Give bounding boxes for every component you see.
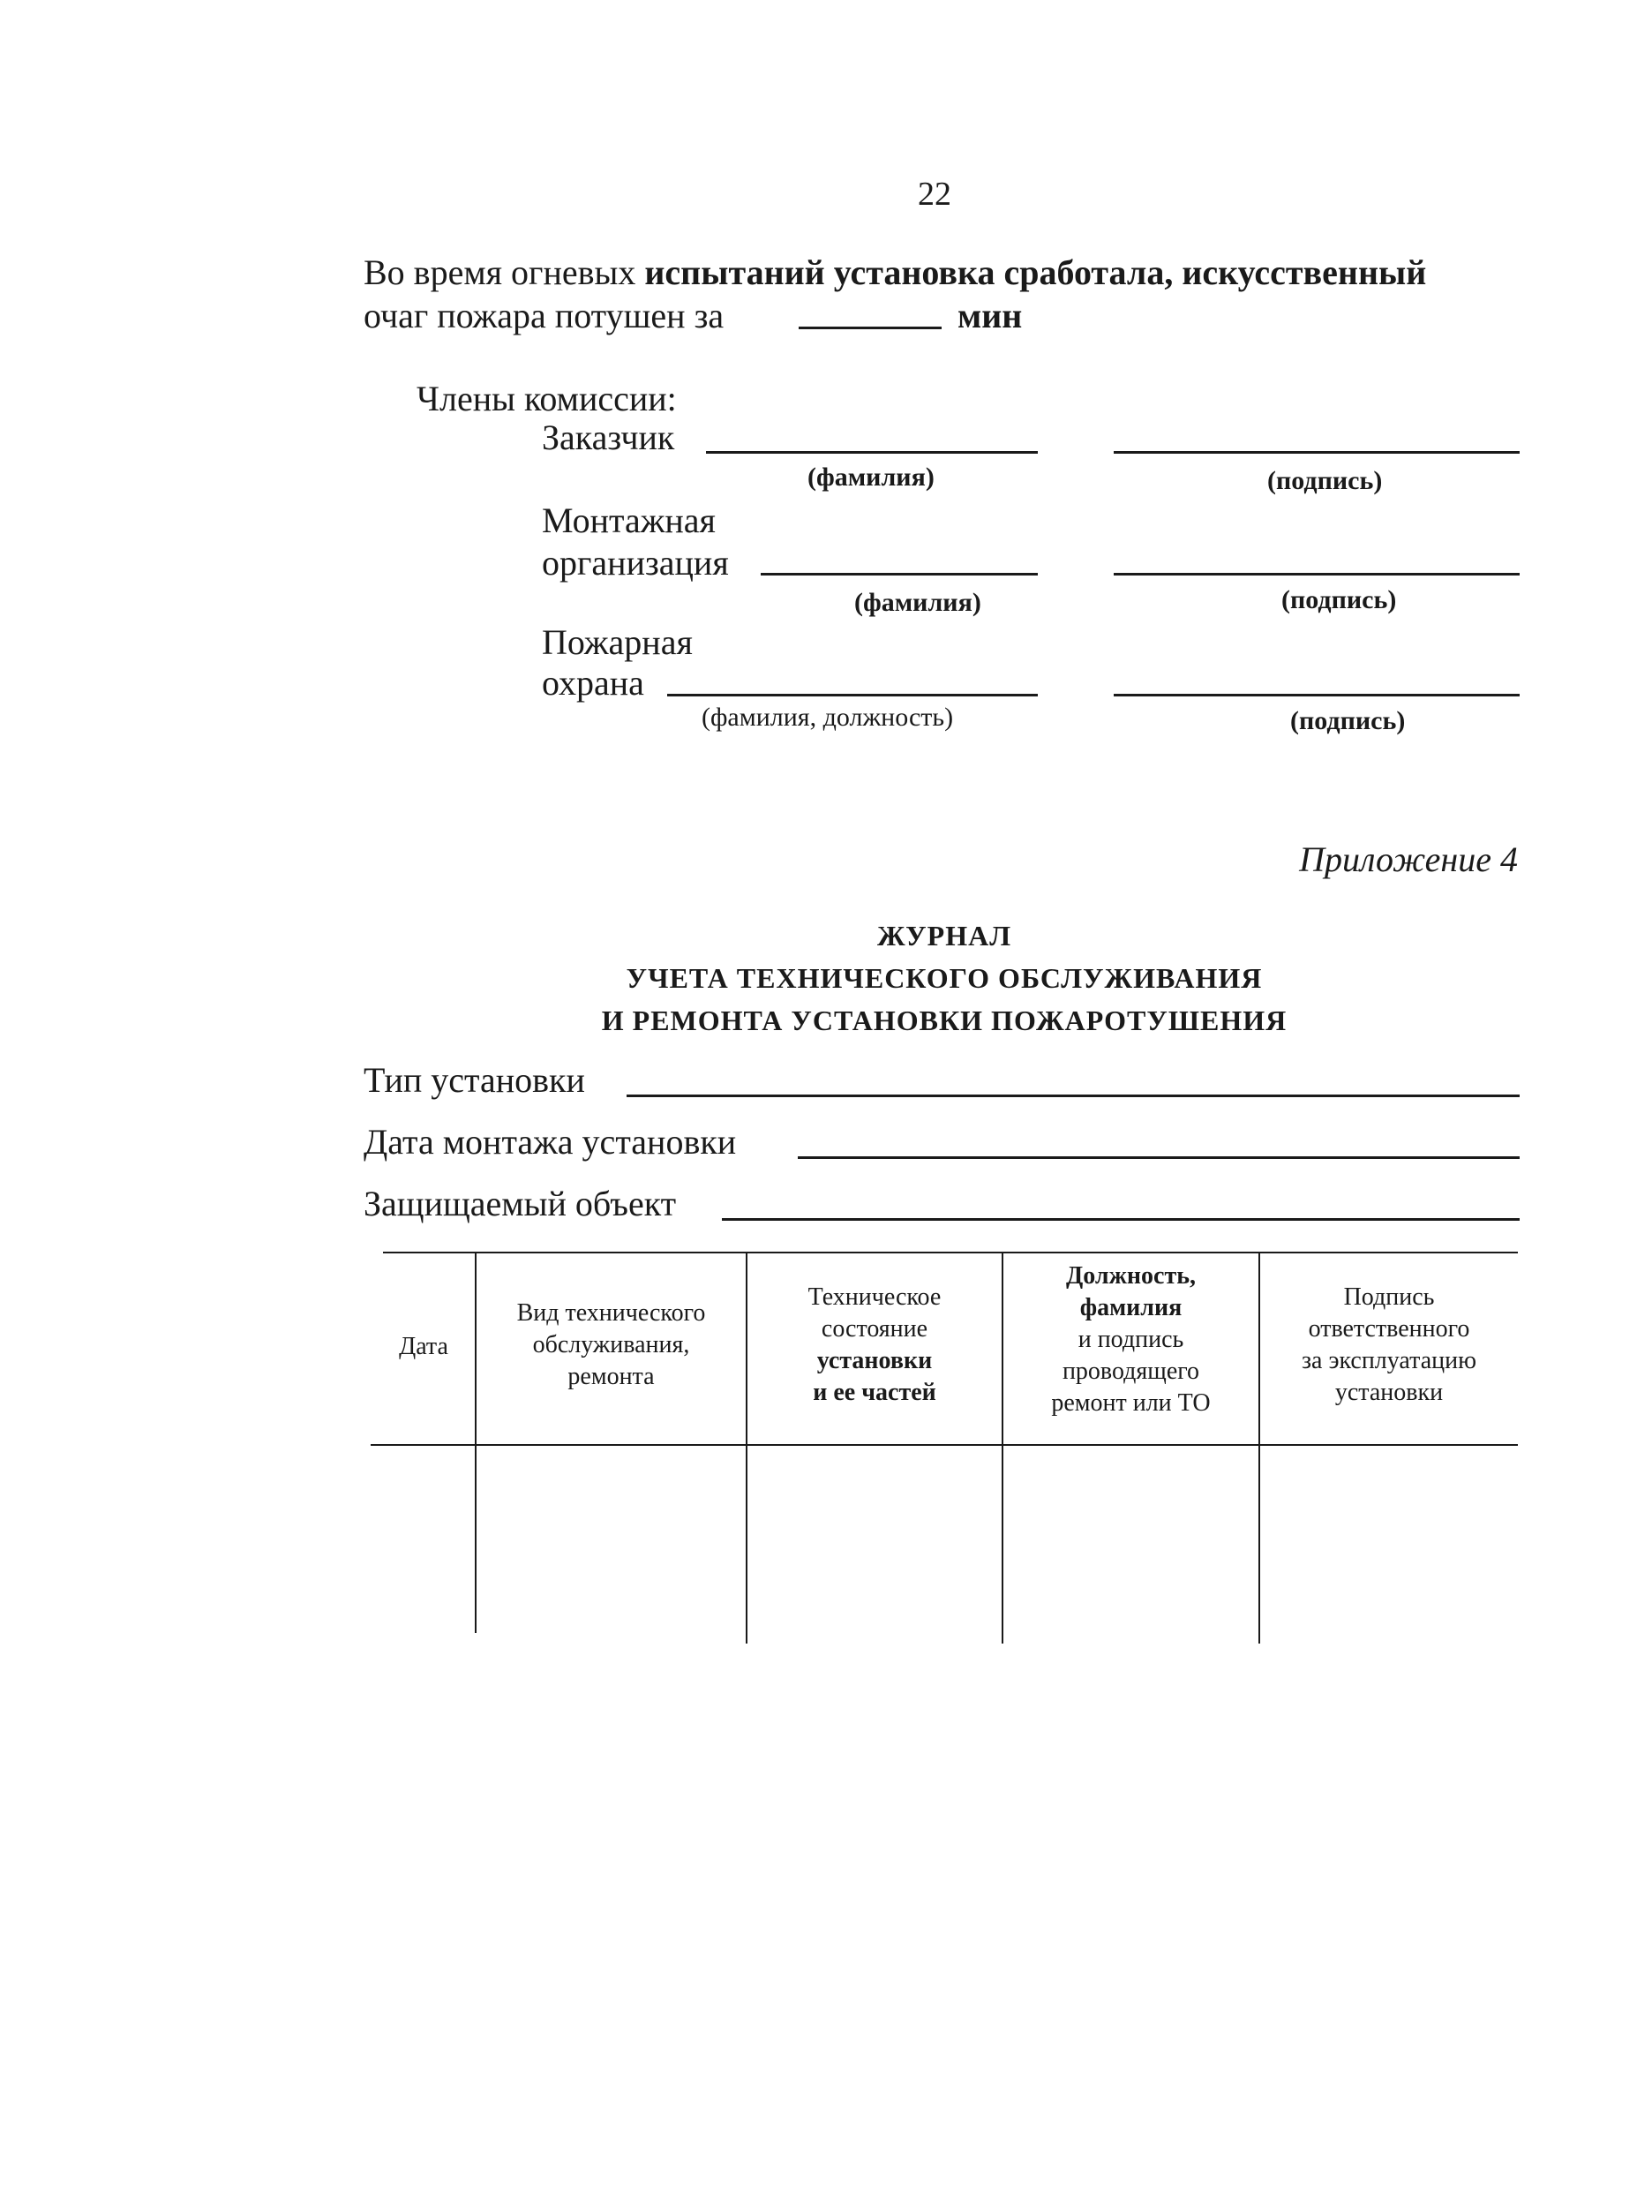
appendix-label: Приложение 4	[1299, 839, 1518, 879]
paragraph-text-1: Во время огневых	[364, 252, 645, 292]
journal-title-line1: ЖУРНАЛ	[876, 920, 1012, 952]
minutes-blank-line	[799, 327, 942, 329]
column-header-responsible-repair	[1003, 1260, 1258, 1419]
column-header-text: проводящего	[1062, 1358, 1200, 1385]
column-header-text: ремонт или ТО	[1051, 1389, 1211, 1417]
table-top-border	[383, 1252, 1518, 1253]
minutes-unit: мин	[957, 296, 1023, 335]
column-header-text: Техническое	[807, 1283, 942, 1311]
installer-surname-caption: (фамилия)	[854, 588, 981, 617]
column-header-text: обслуживания,	[532, 1331, 690, 1358]
customer-label: Заказчик	[542, 418, 675, 457]
column-header-text: и подпись	[1078, 1326, 1184, 1353]
column-header-text: за эксплуатацию	[1301, 1347, 1477, 1374]
installer-signature-line	[1114, 573, 1520, 576]
column-header-text: Вид технического	[516, 1299, 706, 1327]
paragraph-text-2: испытаний установка	[644, 252, 1004, 292]
journal-title-line2: УЧЕТА ТЕХНИЧЕСКОГО ОБСЛУЖИВАНИЯ	[626, 962, 1263, 994]
paragraph-line-1	[364, 252, 1426, 293]
column-header-date-text: Дата	[399, 1333, 448, 1360]
fire-label-line2: охрана	[542, 663, 644, 703]
commission-heading: Члены комиссии:	[417, 379, 677, 418]
customer-signature-caption: (подпись)	[1267, 466, 1383, 495]
fire-surname-line	[667, 694, 1038, 696]
column-header-text: установки	[816, 1347, 933, 1374]
installer-label-line1: Монтажная	[542, 500, 716, 540]
installation-type-label: Тип установки	[364, 1060, 585, 1100]
column-header-text: Подпись	[1343, 1283, 1435, 1311]
column-header-text: Должность,	[1065, 1262, 1197, 1290]
fire-signature-line	[1114, 694, 1520, 696]
installer-surname-line	[761, 573, 1038, 576]
page-number: 22	[918, 176, 951, 213]
installer-label-line2: организация	[542, 543, 729, 583]
customer-surname-caption: (фамилия)	[807, 463, 935, 492]
protected-object-label: Защищаемый объект	[364, 1184, 677, 1223]
column-header-service-type	[477, 1298, 746, 1393]
installation-type-line	[627, 1095, 1520, 1097]
paragraph-text-3: сработала, искусственный	[1003, 252, 1427, 292]
column-header-date	[379, 1331, 468, 1363]
column-header-text: и ее частей	[813, 1379, 936, 1406]
customer-surname-line	[706, 451, 1038, 454]
column-header-technical-state	[747, 1282, 1002, 1409]
paragraph-line-2	[364, 295, 724, 336]
journal-title-line3: И РЕМОНТА УСТАНОВКИ ПОЖАРОТУШЕНИЯ	[601, 1004, 1288, 1036]
table-header-bottom-border	[371, 1444, 1518, 1446]
installer-signature-caption: (подпись)	[1281, 585, 1397, 614]
column-header-text: ремонта	[567, 1363, 655, 1390]
installation-date-label: Дата монтажа установки	[364, 1122, 737, 1162]
fire-signature-caption: (подпись)	[1290, 706, 1406, 735]
column-header-text: фамилия	[1079, 1294, 1183, 1321]
customer-signature-line	[1114, 451, 1520, 454]
column-header-text: состояние	[821, 1315, 928, 1343]
column-header-text: ответственного	[1308, 1315, 1470, 1343]
installation-date-line	[798, 1156, 1520, 1159]
fire-label-line1: Пожарная	[542, 622, 693, 662]
fire-surname-caption: (фамилия, должность)	[702, 703, 954, 732]
column-header-operator-signature	[1260, 1282, 1518, 1409]
protected-object-line	[722, 1218, 1520, 1221]
column-header-text: установки	[1334, 1379, 1444, 1406]
paragraph-text-4: очаг пожара потушен за	[364, 296, 725, 335]
